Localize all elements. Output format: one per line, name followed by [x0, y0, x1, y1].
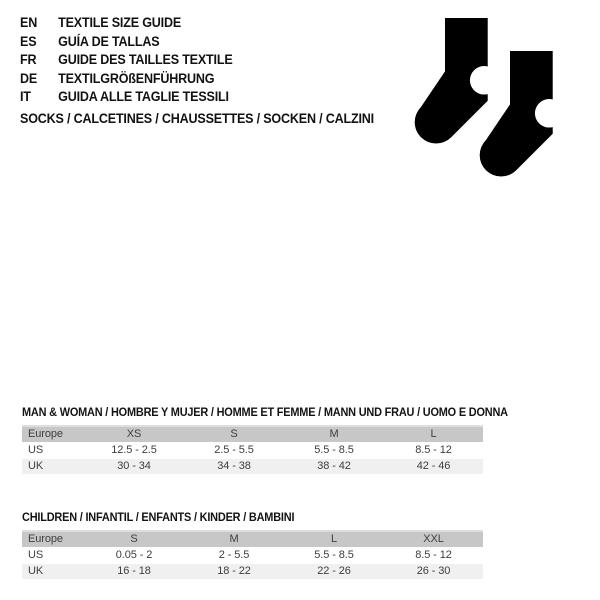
language-title-list	[20, 14, 374, 128]
size-cell: 16 - 18	[117, 565, 151, 577]
language-label: GUIDA ALLE TAGLIE TESSILI	[58, 89, 229, 105]
children-size-table-section	[22, 512, 483, 580]
size-cell: 8.5 - 12	[415, 549, 452, 561]
size-cell: 5.5 - 8.5	[314, 444, 354, 456]
column-header-region: Europe	[28, 533, 63, 545]
size-cell: 12.5 - 2.5	[111, 444, 157, 456]
language-label: GUIDE DES TAILLES TEXTILE	[58, 52, 233, 68]
row-label: US	[28, 444, 44, 456]
language-code: IT	[20, 89, 31, 105]
size-cell: 0.05 - 2	[115, 549, 153, 561]
size-cell: 22 - 26	[317, 565, 351, 577]
column-header-size: XXL	[423, 533, 444, 545]
language-row-en	[20, 14, 374, 33]
language-code: DE	[20, 70, 38, 86]
size-cell: 38 - 42	[317, 460, 351, 472]
table-row-uk	[22, 564, 483, 579]
table-row-us	[22, 548, 483, 563]
column-header-size: M	[229, 533, 239, 545]
size-cell: 2.5 - 5.5	[214, 444, 254, 456]
language-code: FR	[20, 52, 37, 68]
size-cell: 2 - 5.5	[218, 549, 250, 561]
language-code: EN	[20, 15, 38, 30]
size-cell: 26 - 30	[416, 565, 451, 577]
language-row-es	[20, 33, 374, 52]
table-row-us	[22, 443, 483, 458]
size-cell: 42 - 46	[416, 460, 451, 472]
table-row-uk	[22, 459, 483, 474]
row-label: UK	[28, 565, 44, 577]
adult-size-table-section	[22, 407, 508, 475]
column-header-region: Europe	[28, 428, 63, 440]
category-line: SOCKS / CALCETINES / CHAUSSETTES / SOCKEN / CALZINI	[20, 110, 374, 126]
column-header-size: L	[330, 533, 338, 545]
language-row-fr	[20, 51, 374, 70]
language-row-de	[20, 70, 374, 89]
row-label: UK	[28, 460, 44, 472]
size-cell: 30 - 34	[117, 460, 151, 472]
size-cell: 8.5 - 12	[415, 444, 452, 456]
column-header-size: S	[230, 428, 238, 440]
adult-table-title: MAN & WOMAN / HOMBRE Y MUJER / HOMME ET FEMME / MANN UND FRAU / UOMO E DONNA	[22, 407, 508, 419]
language-row-it	[20, 88, 374, 107]
column-header-size: M	[329, 428, 339, 440]
children-table-title: CHILDREN / INFANTIL / ENFANTS / KINDER / BAMBINI	[22, 512, 295, 524]
column-header-size: L	[430, 428, 437, 440]
size-cell: 18 - 22	[217, 565, 251, 577]
language-code: ES	[20, 33, 37, 49]
adult-table-header-row	[22, 427, 483, 442]
column-header-size: S	[130, 533, 138, 545]
size-cell: 34 - 38	[217, 460, 251, 472]
children-table-header-row	[22, 532, 483, 547]
row-label: US	[28, 549, 44, 561]
language-label: GUÍA DE TALLAS	[58, 33, 160, 49]
language-label: TEXTILE SIZE GUIDE	[58, 15, 182, 30]
socks-icon	[405, 8, 565, 183]
size-cell: 5.5 - 8.5	[314, 549, 354, 561]
column-header-size: XS	[126, 428, 142, 440]
language-label: TEXTILGRÖßENFÜHRUNG	[58, 70, 215, 86]
